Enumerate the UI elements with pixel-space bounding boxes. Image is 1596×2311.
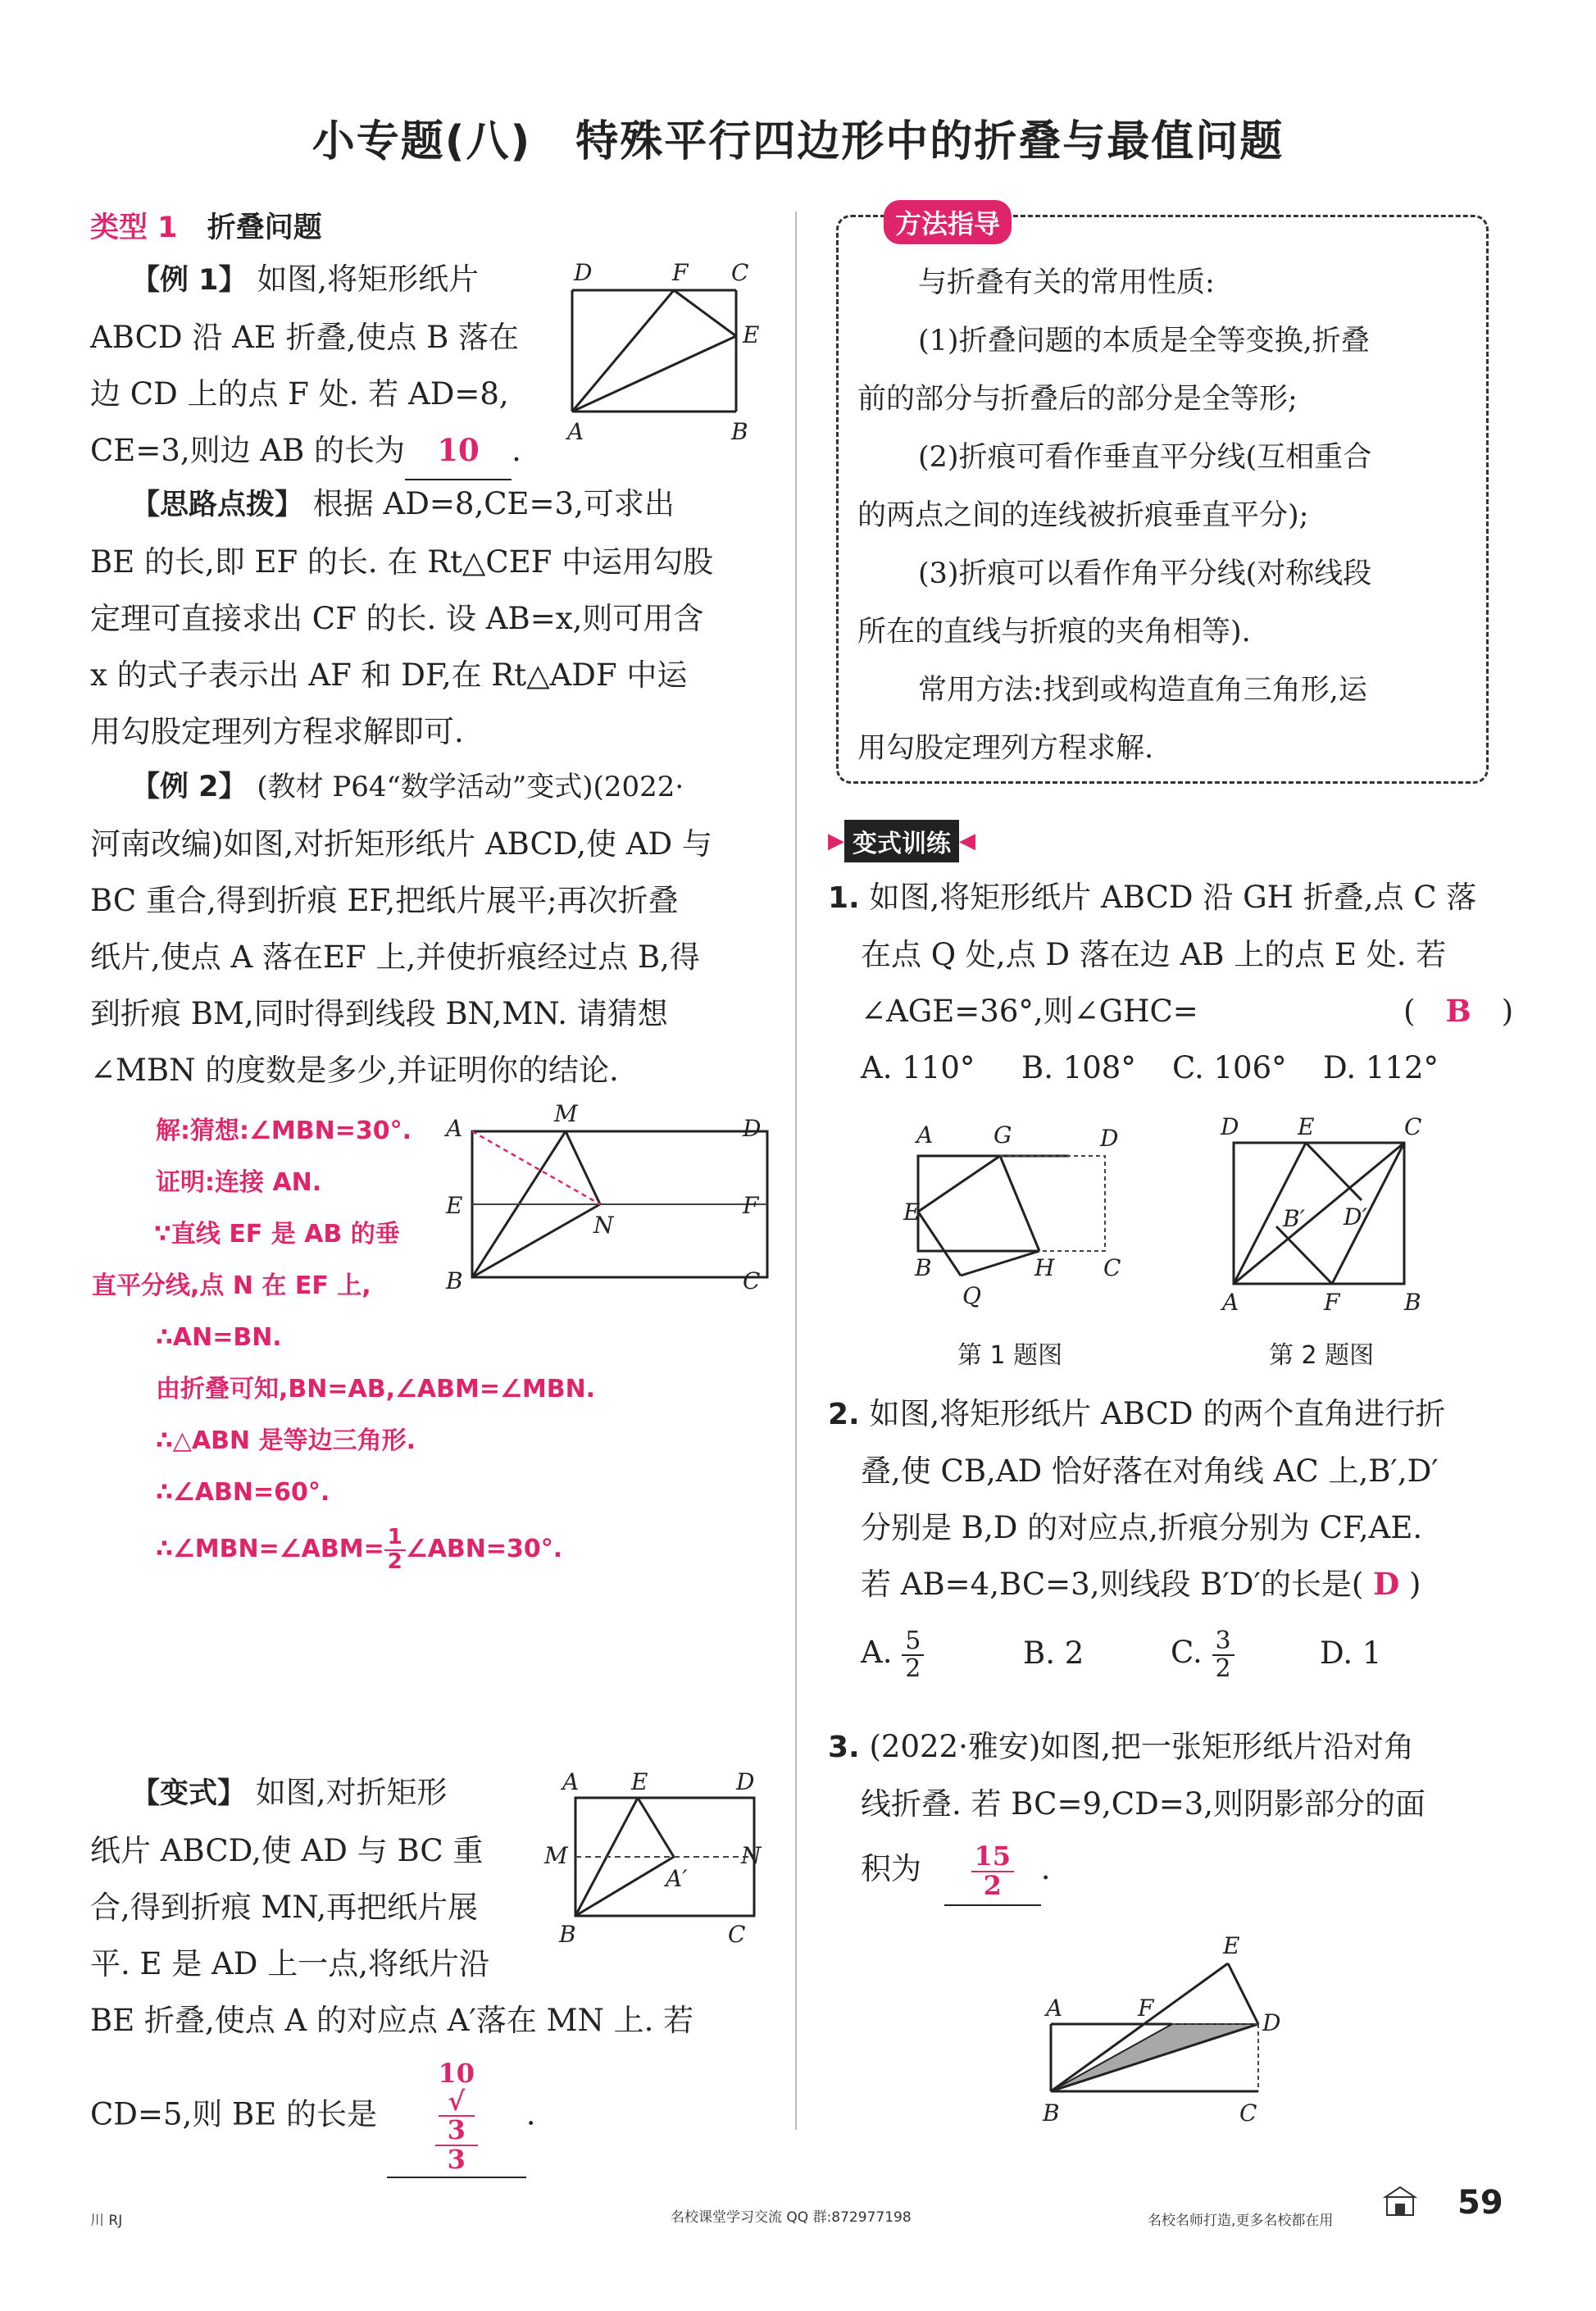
q3-line: 线折叠. 若 BC=9,CD=3,则阴影部分的面: [861, 1786, 1426, 1822]
question-1: [828, 869, 1514, 1096]
sqrt-icon: √: [448, 2085, 466, 2117]
q1-option: A. 110°: [861, 1050, 975, 1085]
q3fig-label-A: A: [1046, 1995, 1063, 2022]
question-3: [828, 1718, 1425, 1906]
q2-options: [828, 1624, 1484, 1681]
q3-tail: .: [1040, 1851, 1051, 1886]
q2-line: 叠,使 CB,AD 恰好落在对角线 AC 上,B′,D′: [861, 1453, 1439, 1489]
method-line: 常用方法:找到或构造直角三角形,运: [918, 674, 1367, 707]
variant-line: 平. E 是 AD 上一点,将纸片沿: [90, 1946, 489, 1981]
example-1-line: 边 CD 上的点 F 处. 若 AD=8,: [90, 376, 509, 412]
example-2-line: ∠MBN 的度数是多少,并证明你的结论.: [90, 1053, 619, 1088]
example-1-figure: [557, 256, 779, 453]
variant-answer-denominator: 3: [447, 2143, 466, 2175]
q2fig-label-C: C: [1404, 1113, 1422, 1140]
training-tab: 变式训练: [844, 820, 959, 862]
method-line: 前的部分与折叠后的部分是全等形;: [857, 383, 1298, 416]
example-1-line: 如图,将矩形纸片: [257, 262, 480, 297]
q1fig-label-H: H: [1034, 1254, 1055, 1281]
variant-line: 如图,对折矩形: [255, 1775, 448, 1810]
example-2-line: 到折痕 BM,同时得到线段 BN,MN. 请猜想: [90, 996, 668, 1031]
triangle-left-icon: ◀: [959, 829, 975, 853]
q1-caption: 第 1 题图: [957, 1341, 1063, 1370]
q3-answer-den: 2: [983, 1869, 1002, 1901]
fig3-label-A: A: [562, 1768, 580, 1795]
fraction-numerator: 1: [384, 1526, 406, 1550]
q1-options: [828, 1039, 1467, 1096]
variant-figure: [533, 1767, 779, 1955]
q3fig-label-D: D: [1262, 2009, 1281, 2036]
q2fig-label-D: D: [1221, 1113, 1239, 1140]
solution-fraction: [384, 1526, 406, 1573]
variant-answer-coefficient: 10: [438, 2058, 475, 2089]
solution-last-post: ∠ABN=30°.: [405, 1535, 563, 1563]
q1fig-label-D: D: [1100, 1125, 1119, 1152]
fig2-label-E: E: [446, 1192, 463, 1219]
fig3-label-N: N: [741, 1842, 762, 1869]
triangle-right-icon: ▶: [828, 829, 844, 853]
solution-line: 直平分线,点 N 在 EF 上,: [92, 1272, 371, 1300]
q2-option-c-num: 3: [1212, 1628, 1235, 1656]
q2-caption: 第 2 题图: [1269, 1341, 1375, 1370]
fig2-label-D: D: [743, 1115, 762, 1142]
variant-answer: [387, 2060, 526, 2178]
variant-line: BE 折叠,使点 A 的对应点 A′落在 MN 上. 若: [90, 2003, 694, 2038]
solution-line: ∴△ABN 是等边三角形.: [156, 1426, 416, 1455]
q3fig-label-B: B: [1043, 2099, 1060, 2127]
page-number: 59: [1457, 2184, 1503, 2222]
solution-line: 证明:连接 AN.: [156, 1168, 322, 1197]
fig2-label-F: F: [743, 1192, 759, 1219]
fig3-label-A-prime: A′: [666, 1865, 688, 1892]
hint-line: 用勾股定理列方程求解即可.: [90, 714, 464, 749]
hint-label: 【思路点拨】: [131, 489, 304, 521]
q3fig-label-F: F: [1138, 1995, 1154, 2022]
q1fig-label-B: B: [915, 1254, 932, 1281]
footer-edition: 川 RJ: [90, 2213, 123, 2229]
q1-line: ∠AGE=36°,则∠GHC=: [861, 994, 1198, 1029]
q2-figure: [1209, 1110, 1455, 1323]
section-heading: [90, 205, 322, 246]
q1-paren-left: (: [1403, 994, 1416, 1029]
q2-option-a: [861, 1624, 1023, 1681]
solution-line: 由折叠可知,BN=AB,∠ABM=∠MBN.: [156, 1375, 596, 1403]
q3-answer-num: 15: [971, 1843, 1015, 1872]
q3-line: (2022·雅安)如图,把一张矩形纸片沿对角: [869, 1729, 1415, 1764]
solution-last-pre: ∴∠MBN=∠ABM=: [156, 1535, 384, 1563]
fig3-label-E: E: [631, 1768, 648, 1795]
training-header: [828, 820, 975, 862]
fig2-label-B: B: [446, 1267, 463, 1294]
footer-slogan: 名校名师打造,更多名校都在用: [1148, 2213, 1334, 2229]
fig1-label-D: D: [574, 259, 593, 286]
solution-line: ∴AN=BN.: [156, 1323, 282, 1352]
q2-option-c-den: 2: [1215, 1654, 1231, 1683]
method-line: (3)折痕可以看作角平分线(对称线段: [918, 557, 1372, 590]
q1fig-label-E: E: [903, 1199, 921, 1226]
fig3-label-C: C: [728, 1921, 746, 1948]
fig2-label-M: M: [554, 1100, 578, 1127]
fig1-label-F: F: [672, 259, 689, 286]
method-line: 所在的直线与折痕的夹角相等).: [857, 616, 1251, 648]
fig1-label-E: E: [743, 321, 760, 348]
fig2-label-N: N: [593, 1212, 614, 1239]
q1-answer: B: [1445, 993, 1471, 1029]
q2-line: 若 AB=4,BC=3,则线段 B′D′的长是(: [861, 1567, 1364, 1602]
q1fig-label-Q: Q: [962, 1282, 981, 1309]
q3-last-line: 积为: [861, 1851, 921, 1886]
q1fig-label-A: A: [916, 1121, 934, 1149]
method-guide-text: [857, 254, 1371, 778]
q2-option-b: B. 2: [1023, 1635, 1084, 1671]
fig1-label-B: B: [731, 418, 748, 445]
example-1: [90, 251, 521, 480]
q2fig-label-D-prime: D′: [1344, 1203, 1367, 1231]
variant-line: 纸片 ABCD,使 AD 与 BC 重: [90, 1833, 484, 1868]
q2fig-label-B-prime: B′: [1283, 1205, 1305, 1232]
solution-line: ∵直线 EF 是 AB 的垂: [154, 1220, 400, 1249]
q2-paren-right: ): [1408, 1567, 1421, 1602]
fig1-label-A: A: [567, 418, 584, 445]
example-1-answer: 10: [405, 422, 512, 480]
q3fig-label-E: E: [1223, 1932, 1240, 1959]
variant-tail: .: [525, 2096, 536, 2132]
q2-option-d: D. 1: [1320, 1635, 1382, 1671]
q1-option: D. 112°: [1323, 1050, 1439, 1085]
footer-qq-group: 名校课堂学习交流 QQ 群:872977198: [671, 2209, 912, 2226]
solution-line: ∴∠ABN=60°.: [156, 1478, 330, 1507]
method-line: (2)折痕可看作垂直平分线(互相重合: [918, 441, 1372, 474]
q2-option-c: [1171, 1624, 1320, 1681]
variant-answer-radicand: 3: [439, 2115, 475, 2145]
example-1-label: 【例 1】: [131, 264, 248, 297]
solution-last-line: [156, 1523, 595, 1575]
q2fig-label-E: E: [1298, 1113, 1315, 1140]
example-2-label: 【例 2】: [131, 771, 248, 803]
q2fig-label-B: B: [1404, 1289, 1421, 1316]
q1-paren-right: ): [1501, 994, 1514, 1029]
q2fig-label-A: A: [1222, 1289, 1239, 1316]
q1-option: B. 108°: [1021, 1050, 1136, 1085]
example-2: [90, 757, 712, 1099]
method-line: 用勾股定理列方程求解.: [857, 732, 1154, 765]
q2fig-label-F: F: [1324, 1289, 1340, 1316]
variant-last-line: CD=5,则 BE 的长是: [90, 2096, 378, 2132]
solution-line: 解:猜想:∠MBN=30°.: [156, 1117, 412, 1145]
fig3-label-D: D: [736, 1768, 755, 1795]
q1fig-label-G: G: [994, 1121, 1012, 1149]
q1-answer-parens: [1403, 983, 1513, 1039]
q2-line: 如图,将矩形纸片 ABCD 的两个直角进行折: [869, 1396, 1446, 1431]
method-line: 与折叠有关的常用性质:: [918, 266, 1215, 299]
variant-line: 合,得到折痕 MN,再把纸片展: [90, 1890, 479, 1925]
fig3-label-M: M: [544, 1842, 568, 1869]
q2-number: 2.: [828, 1398, 860, 1431]
q3-figure: [1025, 1931, 1328, 2136]
hint-line: BE 的长,即 EF 的长. 在 Rt△CEF 中运用勾股: [90, 544, 714, 580]
q1fig-label-C: C: [1103, 1254, 1121, 1281]
q1-option: C. 106°: [1172, 1050, 1287, 1085]
column-divider: [795, 212, 797, 2130]
method-line: (1)折叠问题的本质是全等变换,折叠: [918, 325, 1370, 357]
example-1-line: CE=3,则边 AB 的长为: [90, 433, 406, 468]
example-2-line: 纸片,使点 A 落在EF 上,并使折痕经过点 B,得: [90, 939, 700, 975]
example-1-line: ABCD 沿 AE 折叠,使点 B 落在: [90, 320, 520, 355]
hint-line: 定理可直接求出 CF 的长. 设 AB=x,则可用含: [90, 601, 704, 636]
q2-line: 分别是 B,D 的对应点,折痕分别为 CF,AE.: [861, 1510, 1423, 1545]
q3-answer: [944, 1840, 1041, 1906]
q1-number: 1.: [828, 881, 860, 915]
fig3-label-B: B: [559, 1921, 576, 1948]
fig2-label-C: C: [743, 1267, 761, 1294]
fig1-label-C: C: [731, 259, 749, 286]
q1-line: 在点 Q 处,点 D 落在边 AB 上的点 E 处. 若: [861, 937, 1447, 972]
method-guide-tab: 方法指导: [884, 200, 1012, 244]
q2-option-c-label: C.: [1171, 1635, 1203, 1670]
logo-icon: [1382, 2186, 1418, 2218]
q3-number: 3.: [828, 1731, 860, 1764]
question-2: [828, 1385, 1484, 1681]
q2-answer: D: [1373, 1566, 1400, 1602]
example-2-line: BC 重合,得到折痕 EF,把纸片展平;再次折叠: [90, 883, 679, 918]
section-tag: 类型 1: [90, 212, 178, 244]
page-title: 小专题(八) 特殊平行四边形中的折叠与最值问题: [311, 117, 1285, 166]
q2-option-a-den: 2: [905, 1654, 921, 1683]
example-2-line: (教材 P64“数学活动”变式)(2022·: [257, 771, 684, 803]
variant-label: 【变式】: [131, 1777, 247, 1810]
example-2-figure: [441, 1095, 785, 1308]
example-1-tail: .: [512, 433, 521, 468]
method-line: 的两点之间的连线被折痕垂直平分);: [857, 499, 1309, 532]
fraction-denominator: 2: [387, 1549, 402, 1574]
hint-line: 根据 AD=8,CE=3,可求出: [312, 486, 675, 521]
q3fig-label-C: C: [1239, 2099, 1257, 2127]
fig2-label-A: A: [446, 1115, 463, 1142]
section-name: 折叠问题: [207, 212, 322, 244]
example-2-line: 河南改编)如图,对折矩形纸片 ABCD,使 AD 与: [90, 826, 712, 862]
q2-option-a-num: 5: [902, 1628, 924, 1656]
hint-line: x 的式子表示出 AF 和 DF,在 Rt△ADF 中运: [90, 657, 688, 693]
q1-figure: [893, 1118, 1148, 1323]
q1-line: 如图,将矩形纸片 ABCD 沿 GH 折叠,点 C 落: [869, 880, 1477, 915]
example-1-hint: [90, 475, 713, 760]
q2-option-a-label: A.: [861, 1635, 893, 1670]
